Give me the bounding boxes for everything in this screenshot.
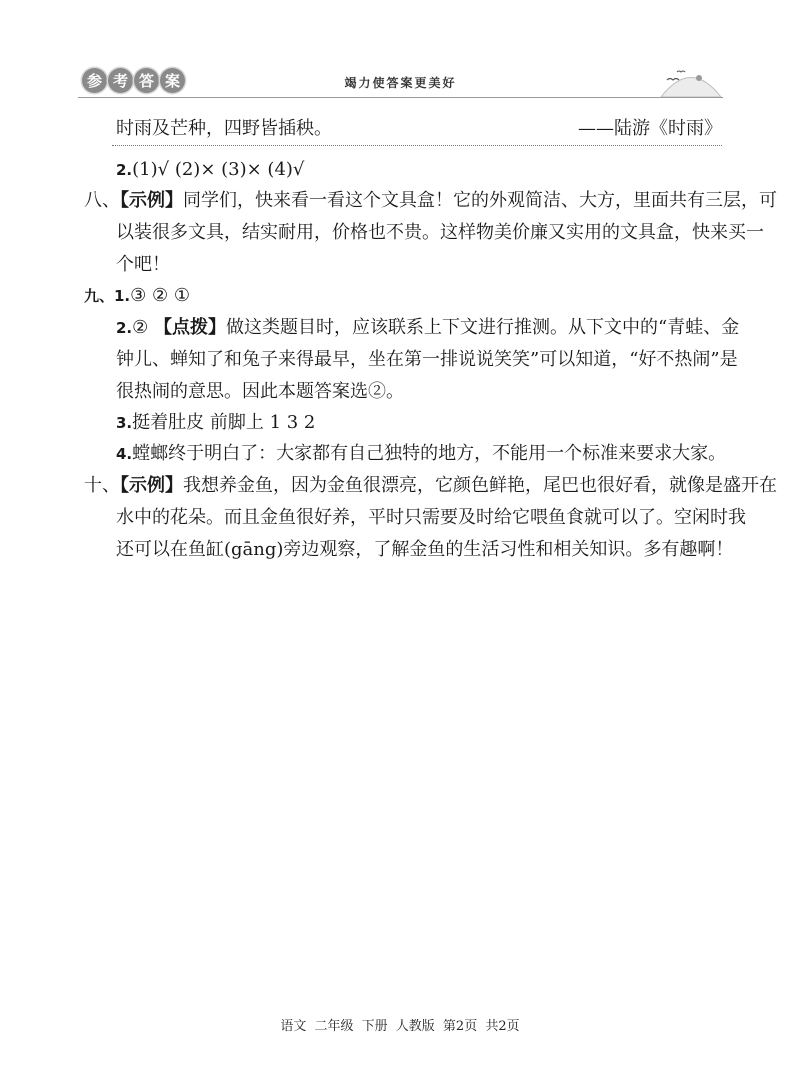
q9-4-line <box>116 442 726 466</box>
q9-2-line-3: 很热闹的意思。因此本题答案选②。 <box>116 381 404 402</box>
question-number: 2. <box>116 319 133 337</box>
hint-tag: 【点拨】 <box>154 317 227 338</box>
q8-text: 同学们，快来看一看这个文具盒！它的外观简洁、大方，里面共有三层，可 <box>183 190 777 211</box>
q10-line-2: 水中的花朵。而且金鱼很好养，平时只需要及时给它喂鱼食就可以了。空闲时我 <box>116 507 746 528</box>
dotted-divider <box>112 145 722 146</box>
header-slogan: 竭力使答案更美好 <box>344 76 457 90</box>
section-number: 十、 <box>84 475 120 496</box>
question-number: 4. <box>116 445 133 463</box>
q9-3-answer: 挺着肚皮 前脚上 1 3 2 <box>132 412 316 433</box>
q9-2-answer: ② <box>132 317 149 338</box>
q8-line-1 <box>84 189 777 213</box>
q9-2-line-2: 钟儿、蝉知了和兔子来得最早，坐在第一排说说笑笑”可以知道，“好不热闹”是 <box>116 349 738 370</box>
q8-line-3: 个吧！ <box>116 254 170 275</box>
q9-1-answer: ③ ② ① <box>130 285 190 306</box>
header-rule <box>78 97 723 98</box>
hill-birds-icon <box>653 62 723 98</box>
q9-1-line <box>84 284 190 308</box>
question-number: 3. <box>116 414 133 432</box>
page-header <box>78 62 723 102</box>
badge-char: 案 <box>160 68 185 93</box>
q9-2-line-1 <box>116 316 739 340</box>
example-tag: 【示例】 <box>120 190 183 211</box>
q9-2-text: 做这类题目时，应该联系上下文进行推测。从下文中的“青蛙、金 <box>226 317 740 338</box>
q10-line-1 <box>84 474 777 498</box>
badge-char: 考 <box>108 68 133 93</box>
q7-2-answer: (1)√ (2)× (3)× (4)√ <box>132 159 305 180</box>
q9-3-line <box>116 411 315 435</box>
badge-char: 答 <box>134 68 159 93</box>
section-number: 八、 <box>84 190 120 211</box>
badge-char: 参 <box>82 68 107 93</box>
q9-4-answer: 螳螂终于明白了：大家都有自己独特的地方，不能用一个标准来要求大家。 <box>132 443 727 464</box>
page-footer: 语文 二年级 下册 人教版 第2页 共2页 <box>280 1019 520 1034</box>
q7-2-line <box>116 158 304 182</box>
poem-source: ——陆游《时雨》 <box>578 118 722 139</box>
q10-line-3: 还可以在鱼缸(gāng)旁边观察，了解金鱼的生活习性和相关知识。多有趣啊！ <box>116 539 734 560</box>
example-tag: 【示例】 <box>120 475 183 496</box>
section-number: 九、1. <box>84 287 131 305</box>
q10-text: 我想养金鱼，因为金鱼很漂亮，它颜色鲜艳，尾巴也很好看，就像是盛开在 <box>183 475 777 496</box>
question-number: 2. <box>116 161 133 179</box>
poem-line: 时雨及芒种，四野皆插秧。 <box>116 118 332 139</box>
q8-line-2: 以装很多文具，结实耐用，价格也不贵。这样物美价廉又实用的文具盒，快来买一 <box>116 222 764 243</box>
